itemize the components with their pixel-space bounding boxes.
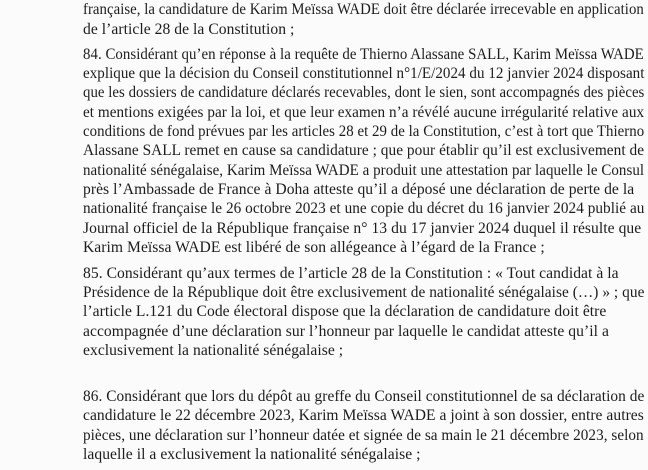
text-line: conditions de fond prévues par les articles 28 et 29 de la Constitution, c’est à tort que Thierno xyxy=(83,123,645,140)
text-line: et mentions exigées par la loi, et que leur examen n’a révélé aucune irrégularité relative aux xyxy=(83,104,645,121)
text-line: près l’Ambassade de France à Doha atteste qu’il a déposé une déclaration de perte de la xyxy=(83,181,635,198)
text-line: accompagnée d’une déclaration sur l’honneur par laquelle le candidat atteste qu’il a xyxy=(83,323,609,340)
text-line: exclusivement la nationalité sénégalaise ; xyxy=(83,342,344,359)
text-line: candidature le 22 décembre 2023, Karim Meïssa WADE a joint à son dossier, entre autres xyxy=(83,407,644,424)
text-line: explique que la décision du Conseil constitutionnel n°1/E/2024 du 12 janvier 2024 disposant xyxy=(83,65,645,82)
text-line: 86. Considérant que lors du dépôt au greffe du Conseil constitutionnel de sa déclaration de xyxy=(83,388,645,405)
text-line: française, la candidature de Karim Meïssa WADE doit être déclarée irrecevable en application xyxy=(83,1,644,18)
text-line: pièces, une déclaration sur l’honneur datée et signée de sa main le 21 décembre 2023, selon xyxy=(83,427,644,444)
text-line: que les dossiers de candidature déclarés recevables, dont le sien, sont accompagnés des pièces xyxy=(83,84,645,101)
text-line: Journal officiel de la République française n° 13 du 17 janvier 2024 duquel il résulte que xyxy=(83,220,642,237)
text-line: 85. Considérant qu’aux termes de l’article 28 de la Constitution : « Tout candidat à la xyxy=(83,265,619,282)
text-line: nationalité sénégalaise, Karim Meïssa WADE a produit une attestation par laquelle le Consul xyxy=(83,162,645,179)
text-line: laquelle il a exclusivement la nationalité sénégalaise ; xyxy=(83,446,421,463)
text-line: de l’article 28 de la Constitution ; xyxy=(83,21,295,38)
text-line: nationalité française le 26 octobre 2023 et une copie du décret du 16 janvier 2024 publié au xyxy=(83,200,645,217)
text-line: Alassane SALL remet en cause sa candidature ; que pour établir qu’il est exclusivement de xyxy=(83,142,645,159)
text-line: Présidence de la République doit être exclusivement de nationalité sénégalaise (…) » ; que xyxy=(83,284,645,301)
text-line: Karim Meïssa WADE est libéré de son allégeance à l’égard de la France ; xyxy=(83,239,545,256)
text-line: 84. Considérant qu’en réponse à la requête de Thierno Alassane SALL, Karim Meïssa WADE xyxy=(83,46,644,63)
text-line: l’article L.121 du Code électoral dispose que la déclaration de candidature doit être xyxy=(83,303,607,320)
